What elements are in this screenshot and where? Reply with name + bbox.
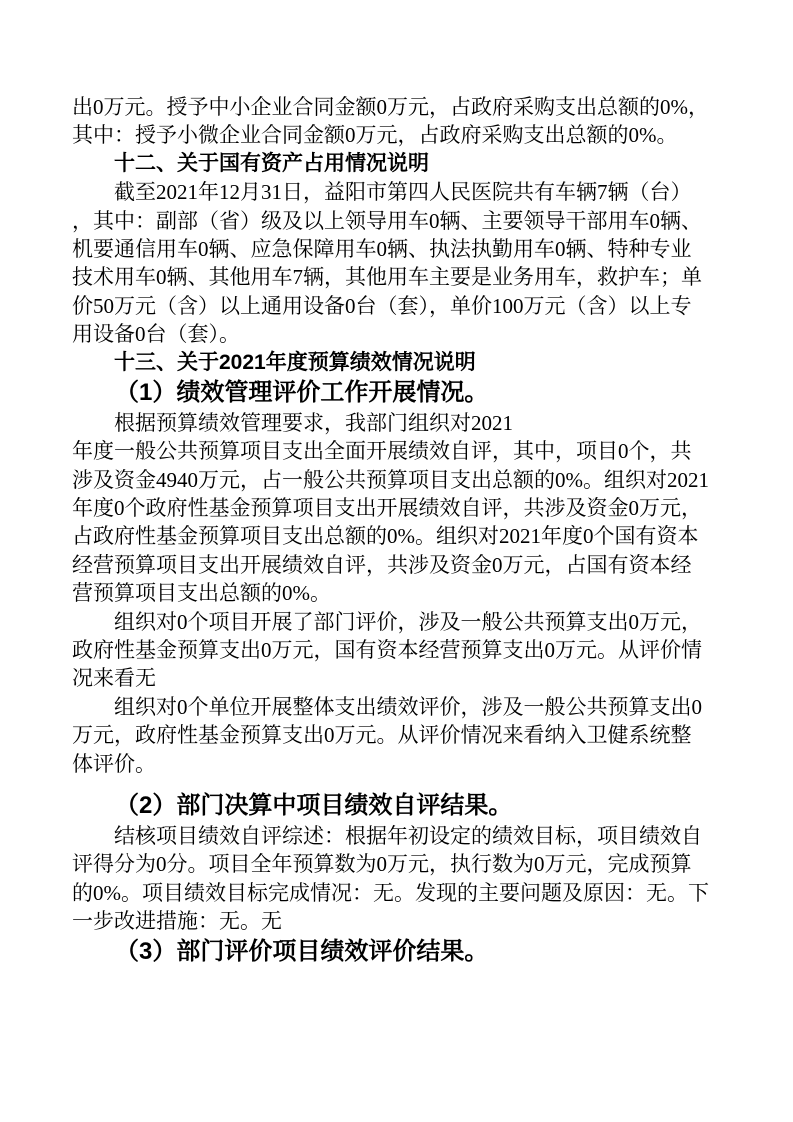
text-line: 评得分为0分。项目全年预算数为0万元，执行数为0万元，完成预算 — [72, 852, 692, 877]
section-heading: 十二、关于国有资产占用情况说明 — [114, 151, 429, 175]
text-line: 年度0个政府性基金预算项目支出开展绩效自评，共涉及资金0万元， — [72, 496, 702, 521]
text-line: ，其中：副部（省）级及以上领导用车0辆、主要领导干部用车0辆、 — [72, 208, 702, 233]
text-line: 出0万元。授予中小企业合同金额0万元，占政府采购支出总额的0%， — [72, 95, 709, 119]
text-line: 经营预算项目支出开展绩效自评，共涉及资金0万元，占国有资本经 — [72, 552, 692, 577]
text-line: 其中：授予小微企业合同金额0万元，占政府采购支出总额的0%。 — [72, 123, 678, 148]
text-line: 的0%。项目绩效目标完成情况：无。发现的主要问题及原因：无。下 — [72, 880, 709, 905]
text-line: 万元，政府性基金预算支出0万元。从评价情况来看纳入卫健系统整 — [72, 723, 692, 748]
subsection-heading: （2）部门决算中项目绩效自评结果。 — [115, 791, 513, 819]
text-line: 体评价。 — [72, 751, 156, 776]
text-line: 况来看无 — [72, 666, 156, 691]
text-line: 营预算项目支出总额的0%。 — [72, 581, 331, 606]
section-heading: 十三、关于2021年度预算绩效情况说明 — [114, 350, 476, 374]
text-line: 政府性基金预算支出0万元，国有资本经营预算支出0万元。从评价情 — [72, 638, 702, 663]
text-line: 涉及资金4940万元，占一般公共预算项目支出总额的0%。组织对2021 — [72, 467, 709, 492]
text-line: 价50万元（含）以上通用设备0台（套），单价100万元（含）以上专 — [72, 293, 692, 318]
text-line: 组织对0个项目开展了部门评价，涉及一般公共预算支出0万元， — [114, 609, 702, 634]
text-line: 年度一般公共预算项目支出全面开展绩效自评，其中，项目0个，共 — [72, 439, 692, 464]
text-line: 截至2021年12月31日，益阳市第四人民医院共有车辆7辆（台） — [114, 180, 692, 205]
blank-line — [72, 778, 732, 790]
text-line: 一步改进措施：无。无 — [72, 909, 282, 934]
text-line: 根据预算绩效管理要求，我部门组织对2021 — [114, 410, 513, 435]
subsection-heading: （3）部门评价项目绩效评价结果。 — [115, 937, 489, 965]
text-line: 占政府性基金预算项目支出总额的0%。组织对2021年度0个国有资本 — [72, 524, 699, 549]
text-line: 机要通信用车0辆、应急保障用车0辆、执法执勤用车0辆、特种专业 — [72, 236, 692, 261]
text-line: 用设备0台（套）。 — [72, 322, 240, 347]
text-line: 技术用车0辆、其他用车7辆，其他用车主要是业务用车，救护车；单 — [72, 265, 702, 290]
document-body — [72, 93, 732, 968]
subsection-heading: （1）绩效管理评价工作开展情况。 — [115, 378, 489, 406]
text-line: 组织对0个单位开展整体支出绩效评价，涉及一般公共预算支出0 — [114, 694, 702, 719]
text-line: 结核项目绩效自评综述：根据年初设定的绩效目标，项目绩效自 — [114, 823, 702, 848]
